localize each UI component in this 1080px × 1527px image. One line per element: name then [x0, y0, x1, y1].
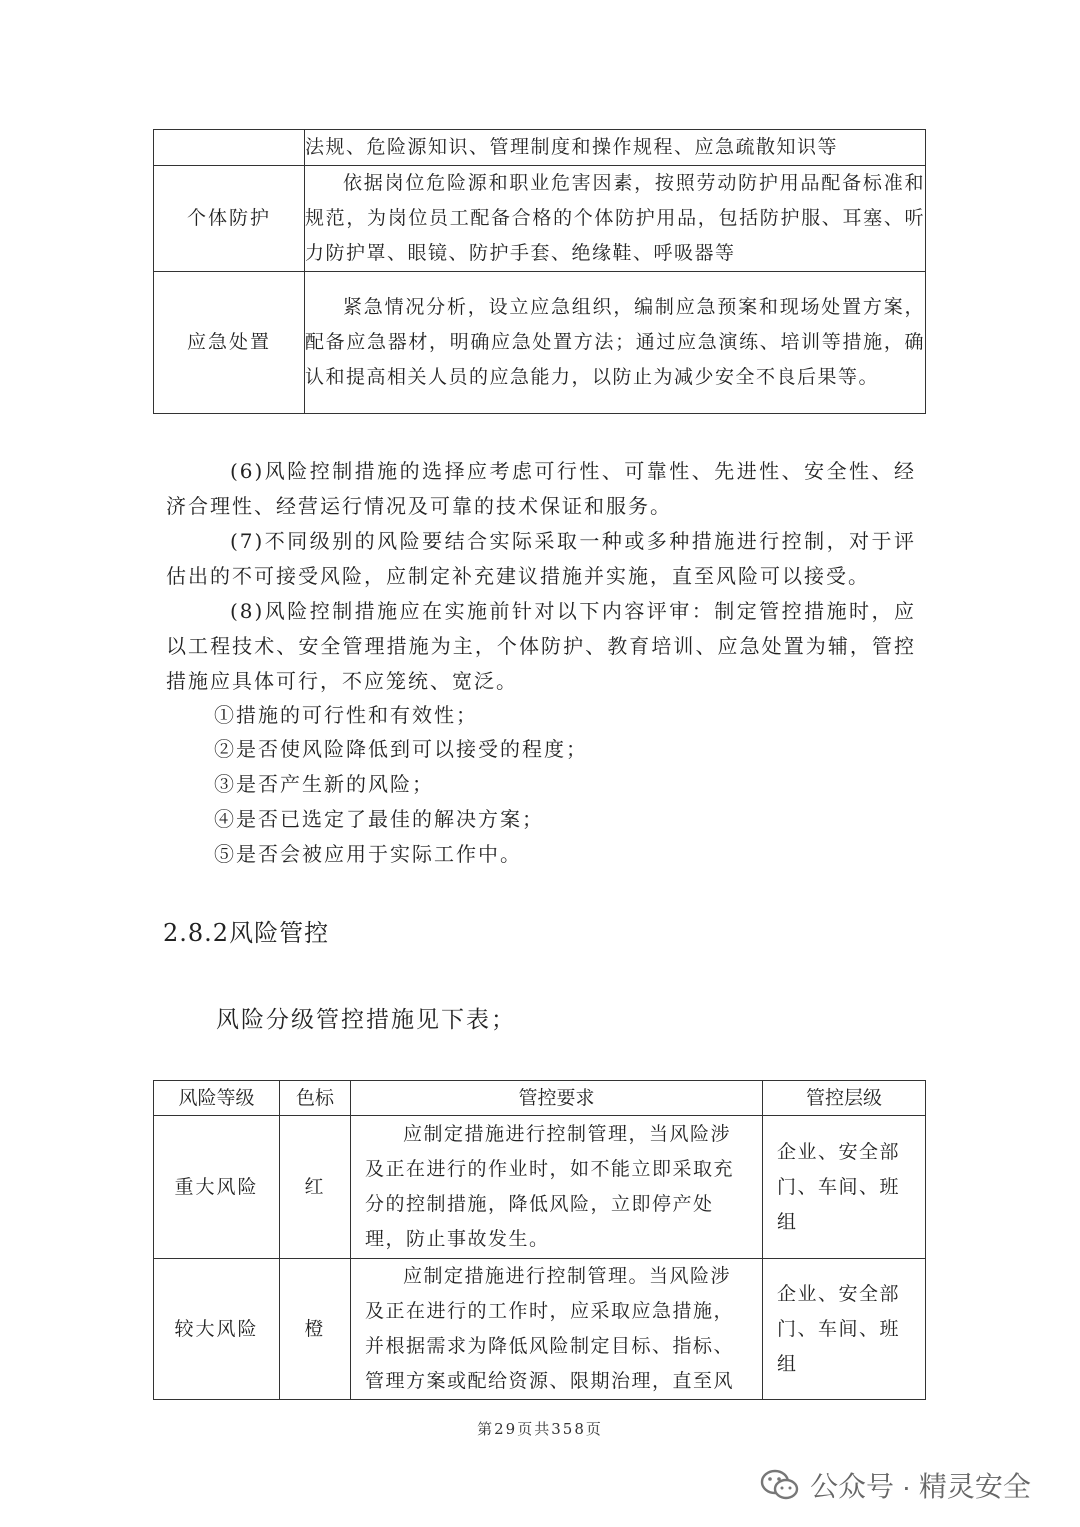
paragraph-7: (7)不同级别的风险要结合实际采取一种或多种措施进行控制，对于评估出的不可接受风险，应制定补充建议措施并实施，直至风险可以接受。 — [166, 529, 916, 588]
requirement-text: 应制定措施进行控制管理。当风险涉及正在进行的工作时，应采取应急措施，并根据需求为降低风险制定目标、指标、管理方案或配给资源、限期治理，直至风 — [351, 1259, 763, 1400]
list-item: ⑤是否会被应用于实际工作中。 — [214, 842, 522, 866]
paragraph-6: (6)风险控制措施的选择应考虑可行性、可靠性、先进性、安全性、经济合理性、经营运行情况及可靠的技术保证和服务。 — [166, 459, 916, 518]
row-label: 个体防护 — [154, 166, 305, 272]
control-scope: 企业、安全部门、车间、班组 — [763, 1116, 926, 1259]
table-row — [154, 1116, 926, 1259]
list-item: ②是否使风险降低到可以接受的程度； — [214, 737, 588, 761]
watermark — [760, 1465, 1031, 1505]
table-row — [154, 166, 926, 272]
risk-level: 重大风险 — [154, 1116, 280, 1259]
header-risk-level: 风险等级 — [154, 1081, 280, 1116]
table-row — [154, 272, 926, 414]
wechat-icon — [760, 1468, 800, 1502]
color-label: 红 — [280, 1116, 351, 1259]
row-label — [154, 130, 305, 166]
page-footer: 第29页共358页 — [477, 1420, 603, 1438]
paragraph-8: (8)风险控制措施应在实施前针对以下内容评审：制定管控措施时，应以工程技术、安全管理措施为主，个体防护、教育培训、应急处置为辅，管控措施应具体可行，不应笼统、宽泛。 — [166, 599, 916, 693]
header-control-level: 管控层级 — [763, 1081, 926, 1116]
header-requirement: 管控要求 — [351, 1081, 763, 1116]
row-text: 紧急情况分析，设立应急组织，编制应急预案和现场处置方案，配备应急器材，明确应急处置方法；通过应急演练、培训等措施，确认和提高相关人员的应急能力，以防止为减少安全不良后果等。 — [305, 272, 926, 414]
requirement-text: 应制定措施进行控制管理，当风险涉及正在进行的作业时，如不能立即采取充分的控制措施，降低风险，立即停产处理，防止事故发生。 — [351, 1116, 763, 1259]
list-item: ③是否产生新的风险； — [214, 772, 434, 796]
risk-level: 较大风险 — [154, 1259, 280, 1400]
list-item: ④是否已选定了最佳的解决方案； — [214, 807, 544, 831]
color-label: 橙 — [280, 1259, 351, 1400]
measures-table — [153, 129, 926, 414]
row-text: 依据岗位危险源和职业危害因素，按照劳动防护用品配备标准和规范，为岗位员工配备合格的个体防护用品，包括防护服、耳塞、听力防护罩、眼镜、防护手套、绝缘鞋、呼吸器等 — [305, 166, 926, 272]
table-row — [154, 1259, 926, 1400]
header-color: 色标 — [280, 1081, 351, 1116]
section-heading: 2.8.2风险管控 — [163, 919, 330, 947]
risk-level-table — [153, 1080, 926, 1400]
row-label: 应急处置 — [154, 272, 305, 414]
intro-text: 风险分级管控措施见下表； — [216, 1007, 516, 1033]
row-text: 法规、危险源知识、管理制度和操作规程、应急疏散知识等 — [305, 130, 926, 166]
table-header-row — [154, 1081, 926, 1116]
control-scope: 企业、安全部门、车间、班组 — [763, 1259, 926, 1400]
list-item: ①措施的可行性和有效性； — [214, 703, 478, 727]
table-row — [154, 130, 926, 166]
watermark-text: 公众号 · 精灵安全 — [810, 1471, 1031, 1502]
